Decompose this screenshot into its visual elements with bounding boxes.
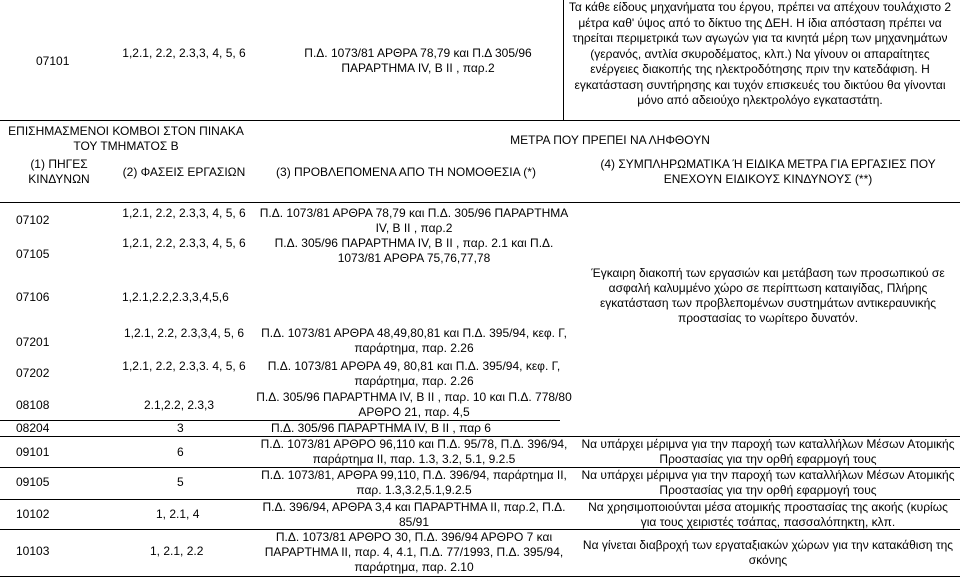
row-code: 07106 [16,290,50,304]
row-code: 07102 [16,213,50,227]
row-code-07101: 07101 [36,54,70,68]
row-code: 09101 [16,445,50,459]
divider [563,0,564,121]
row-extra-measure: Να υπάρχει μέριμνα για την παροχή των καταλλήλων Μέσων Ατομικής Προστασίας για την ορθή εφαρμογή τους [581,437,955,466]
row-law: Π.Δ. 1073/81, ΑΡΘΡΑ 99,110, Π.Δ. 396/94, παράρτημα ΙΙ, παρ. 1.3,3.2,5.1,9.2.5 [261,468,567,497]
divider [0,202,960,203]
header-col4: (4) ΣΥΜΠΛΗΡΩΜΑΤΙΚΑ Ή ΕΙΔΙΚΑ ΜΕΤΡΑ ΓΙΑ ΕΡΓΑΣΙΕΣ ΠΟΥ ΕΝΕΧΟΥΝ ΕΙΔΙΚΟΥΣ ΚΙΝΔΥΝΟΥΣ (**) [600,157,936,186]
row-phases: 1,2.1, 2.2, 2.3,3, 4, 5, 6 [122,236,246,250]
row-law: Π.Δ. 305/96 ΠΑΡΑΡΤΗΜΑ IV, Β ΙΙ , παρ. 10 και Π.Δ. 778/80 ΑΡΘΡΟ 21, παρ. 4,5 [256,390,572,419]
row-measure-07101: Τα κάθε είδους μηχανήματα του έργου, πρέπει να απέχουν τουλάχιστο 2 μέτρα καθ' ύψος από το δίκτυο της ΔΕΗ. Η ίδια απόσταση πρέπει να τηρείται περιμετρικά των αγωγών για τα κινητά μέρη των μηχανημάτων (γερανός, αντλία σκυροδέματος, κλπ.) Να γίνουν οι απαραίτητες ενέργειες διακοπής της ηλεκτροδότησης πριν την κατεδάφιση. Η εγκατάσταση συντήρησης και τυχόν επισκευές του δικτύου θα γίνονται μόνο από αδειούχο ηλεκτρολόγο εγκαταστάτη. [568,0,952,107]
row-phases: 1, 2.1, 2.2 [150,544,204,558]
row-phases: 1,2.1, 2.2, 2.3,3,4, 5, 6 [123,326,245,340]
row-code: 10103 [16,544,50,558]
header-col1: (1) ΠΗΓΕΣ ΚΙΝΔΥΝΩΝ [28,157,90,186]
row-phases: 6 [177,445,184,459]
row-phases: 1,2.1, 2.2, 2.3,3, 4, 5, 6 [122,206,246,220]
row-phases: 1, 2.1, 4 [156,507,200,521]
row-phases: 1,2.1, 2.2, 2.3,3. 4, 5, 6 [122,359,246,373]
row-extra-measure: Να χρησιμοποιούνται μέσα ατομικής προστασίας της ακοής (κυρίως για τους χειριστές τσάπας, πασσαλόπηκτη, κλπ. [588,500,948,529]
header-col3: (3) ΠΡΟΒΛΕΠΟΜΕΝΑ ΑΠΟ ΤΗ ΝΟΜΟΘΕΣΙΑ (*) [276,165,536,179]
row-law: Π.Δ. 396/94, ΑΡΘΡΑ 3,4 και ΠΑΡΑΡΤΗΜΑ ΙΙ, παρ.2, Π.Δ. 85/91 [262,500,566,529]
row-code: 08108 [16,398,50,412]
divider [0,120,960,121]
row-law: Π.Δ. 1073/81 ΑΡΘΡΑ 49, 80,81 και Π.Δ. 395/94, κεφ. Γ, παράρτημα, παρ. 2.26 [267,359,561,388]
row-code: 07201 [16,335,50,349]
row-law: Π.Δ. 305/96 ΠΑΡΑΡΤΗΜΑ IV, Β ΙΙ , παρ. 2.1 και Π.Δ. 1073/81 ΑΡΘΡΑ 75,76,77,78 [274,236,554,265]
row-law: Π.Δ. 1073/81 ΑΡΘΡΟ 96,110 και Π.Δ. 95/78, Π.Δ. 396/94, παράρτημα ΙΙ, παρ. 1.3, 3.2, 5.1, 9.2.5 [260,437,568,466]
row-phases: 5 [177,475,184,489]
row-phases: 3 [177,421,184,435]
row-code: 10102 [16,507,50,521]
row-code: 07202 [16,366,50,380]
section-title: ΕΠΙΣΗΜΑΣΜΕΝΟΙ ΚΟΜΒΟΙ ΣΤΟΝ ΠΙΝΑΚΑ ΤΟΥ ΤΜΗΜΑΤΟΣ Β [8,124,244,153]
row-code: 09105 [16,475,50,489]
row-law: Π.Δ. 1073/81 ΑΡΘΡΑ 78,79 και Π.Δ. 305/96 ΠΑΡΑΡΤΗΜΑ IV, Β ΙΙ , παρ.2 [259,206,569,235]
row-law: Π.Δ. 1073/81 ΑΡΘΡΟ 30, Π.Δ. 396/94 ΑΡΘΡΟ 7 και ΠΑΡΑΡΤΗΜΑ ΙΙ, παρ. 4, 4.1, Π.Δ. 77/1993, Π.Δ. 395/94, παράρτημα, παρ. 2.10 [264,530,564,574]
measures-title: ΜΕΤΡΑ ΠΟΥ ΠΡΕΠΕΙ ΝΑ ΛΗΦΘΟΥΝ [510,133,710,147]
row-extra-measure: Να γίνεται διαβροχή των εργαταξιακών χώρων για την κατακάθιση της σκόνης [582,538,954,567]
row-phases: 2.1,2.2, 2.3,3 [144,398,215,412]
header-col2: (2) ΦΑΣΕΙΣ ΕΡΓΑΣΙΩΝ [122,165,246,179]
row-law-07101: Π.Δ. 1073/81 ΑΡΘΡΑ 78,79 και Π.Δ 305/96 ΠΑΡΑΡΤΗΜΑ IV, Β ΙΙ , παρ.2 [304,46,532,75]
row-phases-07101: 1,2.1, 2.2, 2.3,3, 4, 5, 6 [122,46,246,60]
row-extra-measure: Να υπάρχει μέριμνα για την παροχή των καταλλήλων Μέσων Ατομικής Προστασίας για την ορθή εφαρμογή τους [581,468,955,497]
row-code: 08204 [16,421,50,435]
row-law: Π.Δ. 1073/81 ΑΡΘΡΑ 48,49,80,81 και Π.Δ. 395/94, κεφ. Γ, παράρτημα, παρ. 2.26 [261,326,567,355]
row-phases: 1,2.1,2.2,2.3,3,4,5,6 [122,290,229,304]
row-law: Π.Δ. 305/96 ΠΑΡΑΡΤΗΜΑ IV, Β ΙΙ , παρ 6 [271,421,491,435]
row-extra-measure: Έγκαιρη διακοπή των εργασιών και μετάβαση των προσωπικού σε ασφαλή καλυμμένο χώρο σε περίπτωση καταιγίδας, Πλήρης εγκατάσταση των προβλεπομένων συστημάτων αντικεραυνικής προστασίας το νωρίτερο δυνατόν. [591,266,945,325]
row-code: 07105 [16,247,50,261]
